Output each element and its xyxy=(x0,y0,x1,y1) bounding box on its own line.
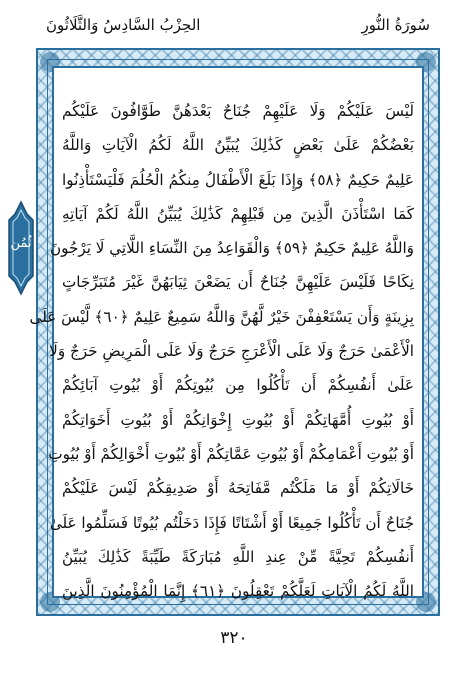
verse-line: اللَّهُ لَكُمُ الْآيَاتِ لَعَلَّكُمْ تَعْقِلُونَ ﴿٦١﴾ إِنَّمَا الْمُؤْمِنُونَ الَّذِينَ xyxy=(62,582,414,601)
thumun-marker xyxy=(3,200,39,296)
verse-line: أَنفُسِكُمْ تَحِيَّةً مِّنْ عِندِ اللَّهِ مُبَارَكَةً طَيِّبَةً كَذَٰلِكَ يُبَيِّنُ xyxy=(62,547,414,566)
hizb-title: الحِزْبُ السَّادِسُ وَالثَّلَاثُونَ xyxy=(46,16,201,34)
verse-line: الْأَعْمَىٰ حَرَجٌ وَلَا عَلَى الْأَعْرَجِ حَرَجٌ وَلَا عَلَى الْمَرِيضِ حَرَجٌ وَلَا xyxy=(49,342,414,361)
verse-line: جُنَاحٌ أَن تَأْكُلُوا جَمِيعًا أَوْ أَشْتَاتًا فَإِذَا دَخَلْتُم بُيُوتًا فَسَلِّمُوا عَلَىٰ xyxy=(49,513,414,532)
surah-title: سُورَةُ النُّورِ xyxy=(361,16,430,34)
verse-line: وَاللَّهُ عَلِيمٌ حَكِيمٌ ﴿٥٩﴾ وَالْقَوَاعِدُ مِنَ النِّسَاءِ اللَّاتِي لَا يَرْجُونَ xyxy=(49,239,414,258)
verse-line: كَمَا اسْتَأْذَنَ الَّذِينَ مِن قَبْلِهِمْ كَذَٰلِكَ يُبَيِّنُ اللَّهُ لَكُمْ آيَاتِهِ xyxy=(62,204,414,223)
verse-line: عَلَىٰ أَنفُسِكُمْ أَن تَأْكُلُوا مِن بُيُوتِكُمْ أَوْ بُيُوتِ آبَائِكُمْ xyxy=(62,376,414,395)
page-header xyxy=(0,10,468,46)
verse-lines xyxy=(29,94,414,608)
page-number: ٣٢٠ xyxy=(220,628,248,648)
verse-line: أَوْ بُيُوتِ أُمَّهَاتِكُمْ أَوْ بُيُوتِ إِخْوَانِكُمْ أَوْ بُيُوتِ أَخَوَاتِكُمْ xyxy=(62,410,414,429)
verse-line: أَوْ بُيُوتِ أَعْمَامِكُمْ أَوْ بُيُوتِ عَمَّاتِكُمْ أَوْ بُيُوتِ أَخْوَالِكُمْ أَوْ بُيُوتِ xyxy=(48,444,414,463)
verse-line: خَالَاتِكُمْ أَوْ مَا مَلَكْتُم مَّفَاتِحَهُ أَوْ صَدِيقِكُمْ لَيْسَ عَلَيْكُمْ xyxy=(62,479,414,498)
verse-line: بَعْضُكُمْ عَلَىٰ بَعْضٍ كَذَٰلِكَ يُبَيِّنُ اللَّهُ لَكُمُ الْآيَاتِ وَاللَّهُ xyxy=(62,136,414,155)
verse-line: نِكَاحًا فَلَيْسَ عَلَيْهِنَّ جُنَاحٌ أَن يَضَعْنَ ثِيَابَهُنَّ غَيْرَ مُتَبَرِّجَاتٍ xyxy=(62,273,414,292)
thumun-label: ثُمُن xyxy=(10,236,32,251)
verse-line: عَلِيمٌ حَكِيمٌ ﴿٥٨﴾ وَإِذَا بَلَغَ الْأَطْفَالُ مِنكُمُ الْحُلُمَ فَلْيَسْتَأْذِنُوا xyxy=(62,170,414,189)
verse-line: لَيْسَ عَلَيْكُمْ وَلَا عَلَيْهِمْ جُنَاحٌ بَعْدَهُنَّ طَوَّافُونَ عَلَيْكُم xyxy=(62,102,414,120)
verse-line: بِزِينَةٍ وَأَن يَسْتَعْفِفْنَ خَيْرٌ لَّهُنَّ وَاللَّهُ سَمِيعٌ عَلِيمٌ ﴿٦٠﴾ لَّيْسَ عَلَى xyxy=(29,307,414,326)
